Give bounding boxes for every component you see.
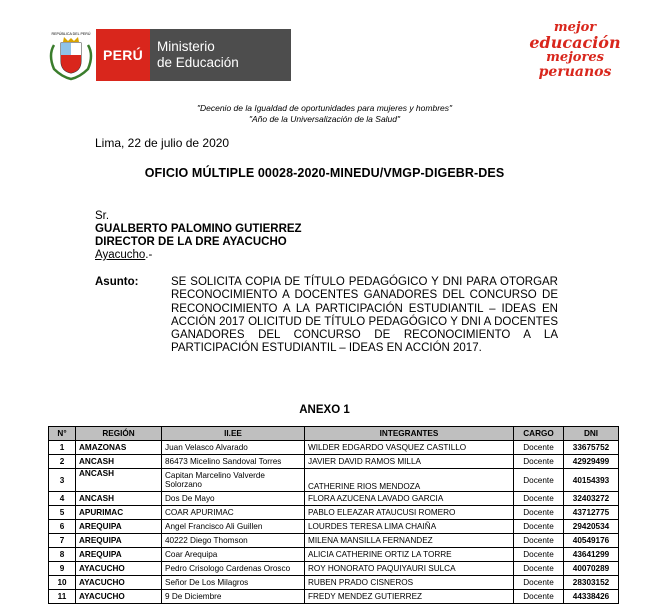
row-number: 7 bbox=[49, 534, 76, 548]
ministry-line2: de Educación bbox=[157, 55, 239, 70]
row-region: AYACUCHO bbox=[76, 576, 162, 590]
recipient-city-suffix: .- bbox=[145, 249, 153, 261]
row-integrante: ALICIA CATHERINE ORTIZ LA TORRE bbox=[305, 548, 514, 562]
slogan-line2: educación bbox=[529, 33, 621, 52]
table-row bbox=[49, 492, 619, 506]
recipient-city: Ayacucho bbox=[95, 249, 146, 261]
row-number: 6 bbox=[49, 520, 76, 534]
row-number: 3 bbox=[49, 469, 76, 492]
row-number: 9 bbox=[49, 562, 76, 576]
emblem-text: REPÚBLICA DEL PERÚ bbox=[51, 32, 91, 36]
row-number: 2 bbox=[49, 455, 76, 469]
recipient-city-line bbox=[95, 249, 302, 262]
row-iiee: 86473 Micelino Sandoval Torres bbox=[162, 455, 305, 469]
peru-label: PERÚ bbox=[96, 29, 150, 81]
row-number: 10 bbox=[49, 576, 76, 590]
slogan-line1: mejor bbox=[553, 20, 597, 35]
table-row bbox=[49, 534, 619, 548]
row-number: 4 bbox=[49, 492, 76, 506]
table-row bbox=[49, 520, 619, 534]
row-iiee: COAR APURIMAC bbox=[162, 506, 305, 520]
ministry-line1: Ministerio bbox=[157, 39, 215, 54]
row-iiee: Juan Velasco Alvarado bbox=[162, 441, 305, 455]
recipient-position: DIRECTOR DE LA DRE AYACUCHO bbox=[95, 236, 287, 248]
row-region: AREQUIPA bbox=[76, 548, 162, 562]
row-dni: 43712775 bbox=[564, 506, 619, 520]
recipient-block bbox=[95, 210, 302, 262]
row-number: 1 bbox=[49, 441, 76, 455]
row-iiee: Pedro Crisologo Cardenas Orosco bbox=[162, 562, 305, 576]
header-cargo: CARGO bbox=[514, 427, 564, 441]
row-iiee: 9 De Diciembre bbox=[162, 590, 305, 604]
row-cargo: Docente bbox=[514, 562, 564, 576]
row-dni: 32403272 bbox=[564, 492, 619, 506]
row-dni: 43641299 bbox=[564, 548, 619, 562]
row-number: 11 bbox=[49, 590, 76, 604]
table-row bbox=[49, 562, 619, 576]
table-header-row bbox=[49, 427, 619, 441]
minedu-logo bbox=[46, 29, 291, 81]
oficio-title: OFICIO MÚLTIPLE 00028-2020-MINEDU/VMGP-DIGEBR-DES bbox=[144, 166, 505, 180]
header-dni: DNI bbox=[564, 427, 619, 441]
row-region: AYACUCHO bbox=[76, 562, 162, 576]
row-integrante: PABLO ELEAZAR ATAUCUSI ROMERO bbox=[305, 506, 514, 520]
recipient-salutation: Sr. bbox=[95, 210, 110, 222]
row-cargo: Docente bbox=[514, 469, 564, 492]
row-dni: 33675752 bbox=[564, 441, 619, 455]
decenio-line2: "Año de la Universalización de la Salud" bbox=[248, 114, 401, 124]
row-dni: 28303152 bbox=[564, 576, 619, 590]
row-region: ANCASH bbox=[76, 455, 162, 469]
row-iiee: 40222 Diego Thomson bbox=[162, 534, 305, 548]
row-cargo: Docente bbox=[514, 534, 564, 548]
row-region: AYACUCHO bbox=[76, 590, 162, 604]
row-cargo: Docente bbox=[514, 506, 564, 520]
row-region: AREQUIPA bbox=[76, 534, 162, 548]
decenio-heading bbox=[0, 103, 649, 125]
table-row bbox=[49, 455, 619, 469]
teachers-table bbox=[48, 426, 619, 604]
row-integrante: LOURDES TERESA LIMA CHAIÑA bbox=[305, 520, 514, 534]
table-row bbox=[49, 441, 619, 455]
table-row bbox=[49, 548, 619, 562]
peru-coat-of-arms-icon bbox=[46, 29, 96, 81]
row-cargo: Docente bbox=[514, 548, 564, 562]
row-integrante: JAVIER DAVID RAMOS MILLA bbox=[305, 455, 514, 469]
row-cargo: Docente bbox=[514, 455, 564, 469]
row-dni: 40549176 bbox=[564, 534, 619, 548]
row-dni: 42929499 bbox=[564, 455, 619, 469]
slogan-line3: mejores bbox=[546, 50, 604, 65]
table-row bbox=[49, 590, 619, 604]
decenio-line1: "Decenio de la Igualdad de oportunidades para mujeres y hombres" bbox=[196, 103, 453, 113]
row-cargo: Docente bbox=[514, 520, 564, 534]
row-dni: 44338426 bbox=[564, 590, 619, 604]
table-row bbox=[49, 576, 619, 590]
row-region: AREQUIPA bbox=[76, 520, 162, 534]
row-cargo: Docente bbox=[514, 590, 564, 604]
row-cargo: Docente bbox=[514, 492, 564, 506]
row-dni: 40154393 bbox=[564, 469, 619, 492]
row-region: APURIMAC bbox=[76, 506, 162, 520]
row-integrante: WILDER EDGARDO VASQUEZ CASTILLO bbox=[305, 441, 514, 455]
slogan-logo bbox=[527, 20, 623, 80]
row-integrante: RUBEN PRADO CISNEROS bbox=[305, 576, 514, 590]
row-integrante: ROY HONORATO PAQUIYAURI SULCA bbox=[305, 562, 514, 576]
row-iiee: Dos De Mayo bbox=[162, 492, 305, 506]
row-cargo: Docente bbox=[514, 441, 564, 455]
row-cargo: Docente bbox=[514, 576, 564, 590]
row-number: 5 bbox=[49, 506, 76, 520]
header-integrantes: INTEGRANTES bbox=[305, 427, 514, 441]
header-region: REGIÓN bbox=[76, 427, 162, 441]
document-date: Lima, 22 de julio de 2020 bbox=[95, 136, 230, 150]
row-number: 8 bbox=[49, 548, 76, 562]
row-region: ANCASH bbox=[76, 469, 162, 492]
header-iiee: II.EE bbox=[162, 427, 305, 441]
row-integrante: FLORA AZUCENA LAVADO GARCIA bbox=[305, 492, 514, 506]
row-iiee: Angel Francisco Ali Guillen bbox=[162, 520, 305, 534]
row-region: AMAZONAS bbox=[76, 441, 162, 455]
row-iiee: Capitan Marcelino Valverde Solorzano bbox=[162, 469, 305, 492]
header-n: N° bbox=[49, 427, 76, 441]
row-iiee: Señor De Los Milagros bbox=[162, 576, 305, 590]
row-integrante: CATHERINE RIOS MENDOZA bbox=[305, 469, 514, 492]
row-iiee: Coar Arequipa bbox=[162, 548, 305, 562]
table-row bbox=[49, 506, 619, 520]
ministry-label bbox=[150, 29, 291, 81]
anexo-title: ANEXO 1 bbox=[299, 404, 350, 416]
row-integrante: FREDY MENDEZ GUTIERREZ bbox=[305, 590, 514, 604]
asunto-label: Asunto: bbox=[95, 276, 139, 288]
table-row bbox=[49, 469, 619, 492]
recipient-name: GUALBERTO PALOMINO GUTIERREZ bbox=[95, 223, 302, 235]
row-dni: 40070289 bbox=[564, 562, 619, 576]
row-integrante: MILENA MANSILLA FERNANDEZ bbox=[305, 534, 514, 548]
asunto-text: SE SOLICITA COPIA DE TÍTULO PEDAGÓGICO Y DNI PARA OTORGAR RECONOCIMIENTO A DOCENTES GANADORES DEL CONCURSO DE RECONOCIMIENTO A LA PARTICIPACIÓN ESTUDIANTIL – IDEAS EN ACCIÓN 2017 OLICITUD DE TÍTULO PEDAGÓGICO Y DNI A DOCENTES GANADORES DEL CONCURSO DE RECONOCIMIENTO A LA PARTICIPACIÓN ESTUDIANTIL – IDEAS EN ACCIÓN 2017. bbox=[171, 276, 558, 355]
row-region: ANCASH bbox=[76, 492, 162, 506]
row-dni: 29420534 bbox=[564, 520, 619, 534]
slogan-line4: peruanos bbox=[538, 64, 612, 80]
